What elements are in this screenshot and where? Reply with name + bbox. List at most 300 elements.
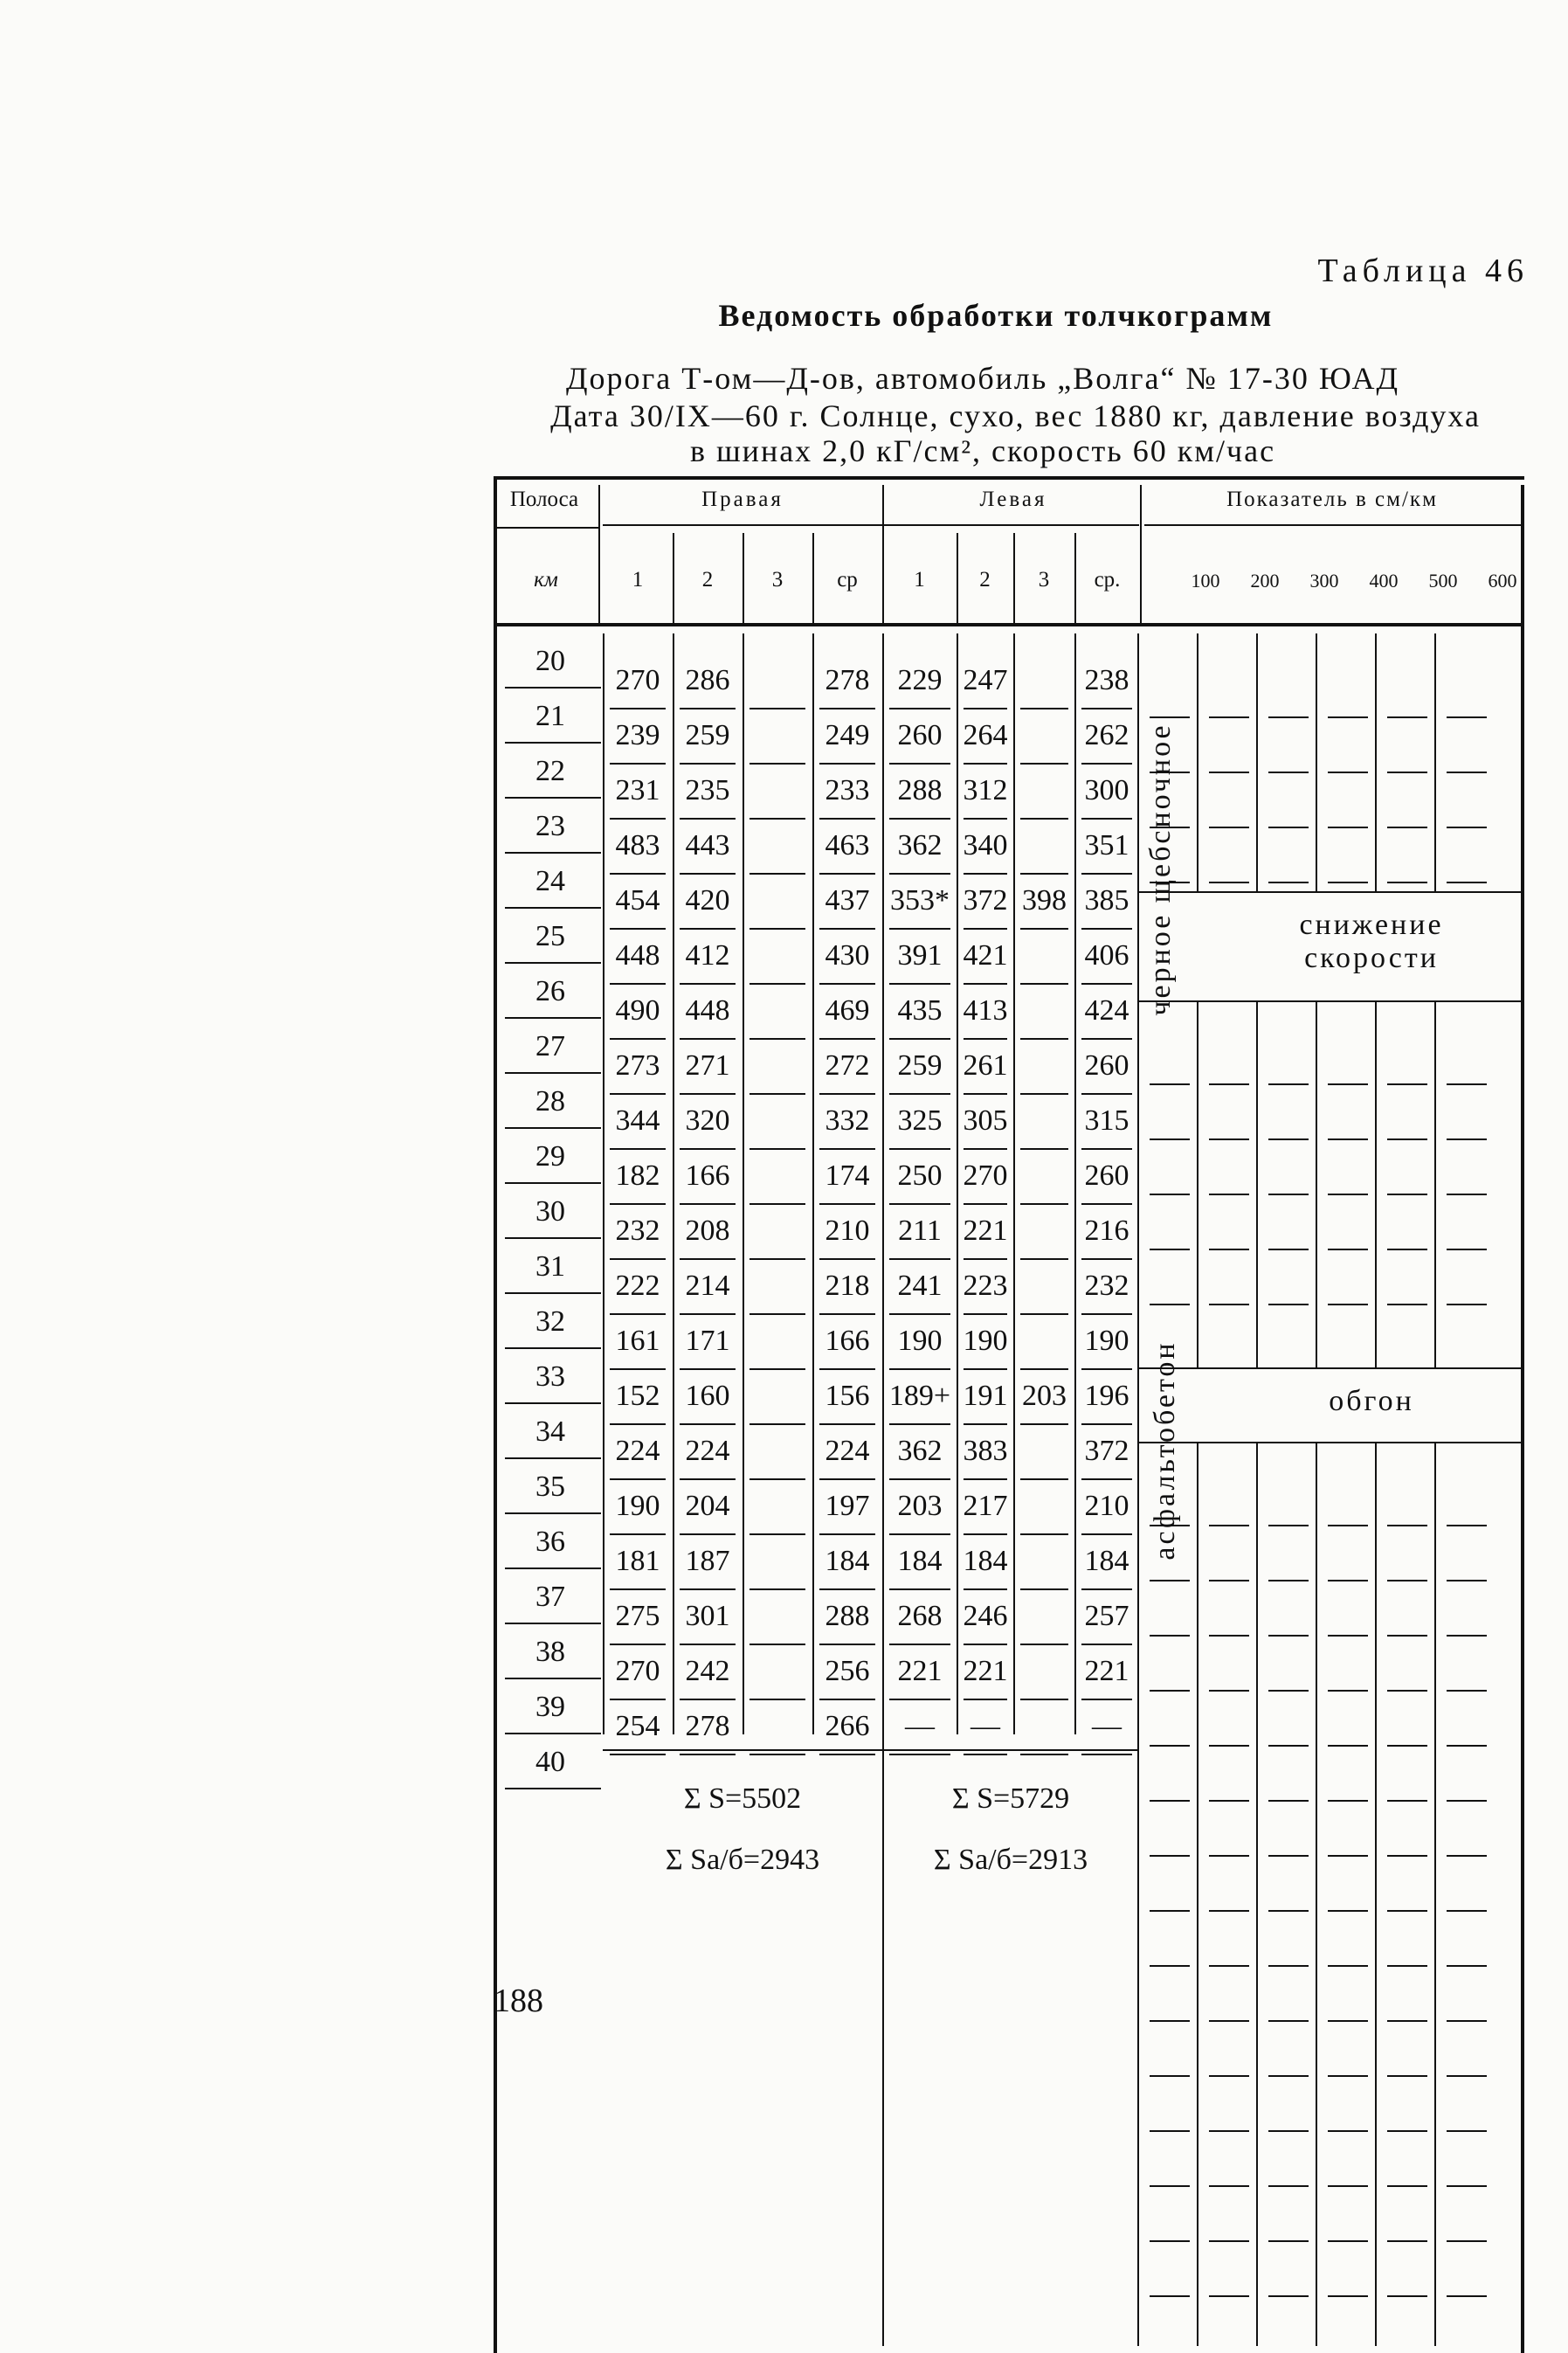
cell-rule — [889, 1203, 950, 1205]
table-cell: 288 — [825, 1600, 870, 1632]
cell-rule — [819, 1699, 875, 1700]
cell-rule — [610, 1699, 666, 1700]
indicator-grid-dash — [1150, 1965, 1190, 1967]
table-cell: 182 — [615, 1159, 660, 1192]
table-cell: 362 — [897, 829, 943, 862]
indicator-grid-dash — [1150, 1910, 1190, 1912]
indicator-grid-dash — [1447, 716, 1487, 718]
table-cell: 260 — [1084, 1159, 1129, 1192]
km-underline — [505, 907, 601, 909]
km-underline — [505, 1678, 601, 1679]
cell-rule — [1081, 1368, 1132, 1370]
indicator-grid-dash — [1328, 2295, 1368, 2297]
indicator-grid-dash — [1209, 772, 1249, 773]
cell-rule — [819, 1368, 875, 1370]
cell-rule — [749, 1313, 805, 1315]
indicator-grid-dash — [1387, 1965, 1427, 1967]
table-cell: 406 — [1084, 939, 1129, 972]
cell-rule — [964, 1203, 1007, 1205]
sum-right-total: Σ S=5502 — [683, 1782, 802, 1815]
km-underline — [505, 1512, 601, 1514]
cell-rule — [819, 1313, 875, 1315]
sum-right-asphalt: Σ Sа/б=2943 — [665, 1844, 820, 1876]
note-speed-reduction: снижение скорости — [1299, 909, 1444, 974]
indicator-grid-dash — [1328, 882, 1368, 883]
table-cell: 221 — [963, 1215, 1008, 1247]
indicator-grid-dash — [1328, 1965, 1368, 1967]
table-cell: 246 — [963, 1600, 1008, 1632]
cell-rule — [889, 983, 950, 985]
cell-rule — [819, 1644, 875, 1645]
note-box-bottom-1 — [1137, 1000, 1522, 1002]
indicator-grid-dash — [1328, 1083, 1368, 1085]
cell-rule — [749, 873, 805, 875]
indicator-grid-dash — [1268, 827, 1309, 828]
km-label: 21 — [535, 700, 565, 732]
page-number: 188 — [494, 1983, 543, 2019]
cell-rule — [749, 1533, 805, 1535]
indicator-grid-dash — [1150, 1138, 1190, 1140]
indicator-grid-dash — [1209, 1525, 1249, 1526]
indicator-grid-dash — [1447, 1525, 1487, 1526]
table-cell: 351 — [1084, 829, 1129, 862]
cell-rule — [680, 708, 736, 709]
table-cell: 260 — [897, 719, 943, 751]
cell-rule — [610, 818, 666, 820]
table-cell: 271 — [685, 1049, 730, 1082]
sums-top-rule — [603, 1749, 1137, 1751]
indicator-grid-dash — [1268, 2295, 1309, 2297]
table-cell: 278 — [685, 1710, 730, 1742]
indicator-grid-dash — [1209, 1635, 1249, 1637]
table-cell: 424 — [1084, 994, 1129, 1027]
table-cell: 315 — [1084, 1104, 1129, 1137]
table-cell: — — [1092, 1710, 1122, 1742]
indicator-grid-dash — [1150, 772, 1190, 773]
indicator-grid-dash — [1268, 1525, 1309, 1526]
cell-rule — [680, 1754, 736, 1755]
cell-rule — [1081, 818, 1132, 820]
km-label: 24 — [535, 865, 565, 897]
indicator-grid-dash — [1150, 2185, 1190, 2187]
header-right: Правая — [701, 488, 784, 511]
table-cell: 221 — [963, 1655, 1008, 1687]
cell-rule — [819, 1533, 875, 1535]
cell-rule — [680, 1533, 736, 1535]
table-cell: 191 — [963, 1380, 1008, 1412]
cell-rule — [1081, 983, 1132, 985]
table-cell: 264 — [963, 719, 1008, 751]
cell-rule — [889, 928, 950, 930]
km-underline — [505, 1127, 601, 1129]
body-sep-r23 — [743, 633, 744, 1734]
indicator-grid-dash — [1447, 1138, 1487, 1140]
km-label: 32 — [535, 1305, 565, 1338]
indicator-grid-dash — [1447, 2185, 1487, 2187]
table-cell: 152 — [615, 1380, 660, 1412]
table-cell: 483 — [615, 829, 660, 862]
cell-rule — [819, 1478, 875, 1480]
cell-rule — [680, 1148, 736, 1150]
col-left-3: 3 — [1038, 568, 1050, 592]
indicator-grid-dash — [1209, 827, 1249, 828]
header-rule-strip — [494, 527, 598, 529]
table-cell: 254 — [615, 1710, 660, 1742]
grid-v-1c — [1197, 1442, 1198, 2346]
header-sep-strip — [598, 485, 600, 623]
cell-rule — [1081, 1203, 1132, 1205]
table-number: Таблица 46 — [1317, 253, 1529, 289]
cell-rule — [749, 928, 805, 930]
grid-v-3a — [1316, 633, 1317, 891]
tick-300: 300 — [1309, 570, 1339, 592]
cell-rule — [749, 1644, 805, 1645]
indicator-grid-dash — [1268, 1249, 1309, 1250]
indicator-grid-dash — [1268, 882, 1309, 883]
table-cell: 421 — [963, 939, 1008, 972]
cell-rule — [1020, 1313, 1068, 1315]
cell-rule — [1020, 1754, 1068, 1755]
indicator-grid-dash — [1209, 2075, 1249, 2077]
indicator-grid-dash — [1150, 1525, 1190, 1526]
cell-rule — [1020, 1588, 1068, 1590]
cell-rule — [680, 1093, 736, 1095]
tick-400: 400 — [1369, 570, 1399, 592]
table-top-rule — [494, 476, 1524, 480]
cell-rule — [680, 1588, 736, 1590]
col-right-2: 2 — [701, 568, 714, 592]
cell-rule — [610, 763, 666, 765]
table-cell: 372 — [1084, 1435, 1129, 1467]
cell-rule — [964, 1093, 1007, 1095]
indicator-grid-dash — [1150, 827, 1190, 828]
cell-rule — [819, 928, 875, 930]
cell-rule — [749, 763, 805, 765]
table-cell: 156 — [825, 1380, 870, 1412]
indicator-grid-dash — [1387, 2240, 1427, 2242]
km-underline — [505, 742, 601, 744]
cell-rule — [1081, 1533, 1132, 1535]
cell-rule — [610, 873, 666, 875]
indicator-grid-dash — [1447, 1194, 1487, 1195]
cell-rule — [964, 818, 1007, 820]
indicator-grid-dash — [1268, 716, 1309, 718]
table-cell: 266 — [825, 1710, 870, 1742]
table-cell: 362 — [897, 1435, 943, 1467]
table-cell: 222 — [615, 1270, 660, 1302]
table-cell: 190 — [615, 1490, 660, 1522]
header-sep-right — [882, 485, 884, 623]
cell-rule — [680, 1478, 736, 1480]
grid-v-2a — [1256, 633, 1258, 891]
table-cell: 288 — [897, 774, 943, 806]
cell-rule — [1020, 763, 1068, 765]
table-cell: 224 — [685, 1435, 730, 1467]
indicator-grid-dash — [1447, 1855, 1487, 1857]
table-cell: 260 — [1084, 1049, 1129, 1082]
cell-rule — [680, 1644, 736, 1645]
cell-rule — [610, 1478, 666, 1480]
indicator-grid-dash — [1328, 2075, 1368, 2077]
indicator-grid-dash — [1209, 1138, 1249, 1140]
km-label: 20 — [535, 645, 565, 677]
table-cell: 286 — [685, 664, 730, 696]
table-cell: 160 — [685, 1380, 730, 1412]
cell-rule — [819, 763, 875, 765]
subtitle-line-1: Дорога Т-ом—Д-ов, автомобиль „Волга“ № 17-30 ЮАД — [565, 361, 1400, 396]
cell-rule — [1020, 1478, 1068, 1480]
cell-rule — [1020, 928, 1068, 930]
cell-rule — [680, 1699, 736, 1700]
indicator-grid-dash — [1150, 2240, 1190, 2242]
table-cell: 420 — [685, 884, 730, 917]
table-cell: 203 — [897, 1490, 943, 1522]
cell-rule — [819, 983, 875, 985]
indicator-grid-dash — [1209, 1690, 1249, 1692]
cell-rule — [680, 1368, 736, 1370]
note-box-bottom-2 — [1137, 1442, 1522, 1443]
cell-rule — [819, 818, 875, 820]
table-cell: 435 — [897, 994, 943, 1027]
indicator-grid-dash — [1150, 882, 1190, 883]
cell-rule — [889, 1644, 950, 1645]
table-cell: 437 — [825, 884, 870, 917]
table-cell: 273 — [615, 1049, 660, 1082]
indicator-grid-dash — [1387, 2295, 1427, 2297]
cell-rule — [1020, 1533, 1068, 1535]
cell-rule — [964, 873, 1007, 875]
cell-rule — [964, 1423, 1007, 1425]
cell-rule — [749, 1478, 805, 1480]
cell-rule — [680, 763, 736, 765]
indicator-grid-dash — [1209, 2020, 1249, 2022]
cell-rule — [1020, 983, 1068, 985]
indicator-grid-dash — [1328, 1745, 1368, 1747]
indicator-grid-dash — [1328, 1304, 1368, 1305]
cell-rule — [1081, 1699, 1132, 1700]
cell-rule — [680, 1313, 736, 1315]
indicator-grid-dash — [1447, 2130, 1487, 2132]
table-cell: 261 — [963, 1049, 1008, 1082]
table-cell: 391 — [897, 939, 943, 972]
table-cell: 372 — [963, 884, 1008, 917]
cell-rule — [889, 1699, 950, 1700]
table-cell: 241 — [897, 1270, 943, 1302]
indicator-grid-dash — [1387, 1304, 1427, 1305]
grid-v-4c — [1375, 1442, 1377, 2346]
table-cell: 216 — [1084, 1215, 1129, 1247]
cell-rule — [610, 1533, 666, 1535]
header-rule-right — [603, 524, 882, 526]
table-cell: 270 — [615, 1655, 660, 1687]
indicator-grid-dash — [1150, 1800, 1190, 1802]
indicator-grid-dash — [1447, 2020, 1487, 2022]
table-cell: 490 — [615, 994, 660, 1027]
km-underline — [505, 1292, 601, 1294]
cell-rule — [964, 1699, 1007, 1700]
grid-v-2b — [1256, 1000, 1258, 1367]
tick-600: 600 — [1488, 570, 1517, 592]
body-sep-left-surface — [1137, 633, 1139, 2346]
cell-rule — [964, 763, 1007, 765]
cell-rule — [1020, 818, 1068, 820]
table-cell: 278 — [825, 664, 870, 696]
cell-rule — [819, 1588, 875, 1590]
km-underline — [505, 1788, 601, 1789]
indicator-grid-dash — [1209, 2185, 1249, 2187]
indicator-grid-dash — [1268, 1635, 1309, 1637]
cell-rule — [819, 1038, 875, 1040]
table-cell: 275 — [615, 1600, 660, 1632]
indicator-grid-dash — [1209, 1745, 1249, 1747]
subtitle-line-2: Дата 30/IX—60 г. Солнце, сухо, вес 1880 кг, давление воздуха — [550, 398, 1481, 433]
table-cell: — — [905, 1710, 935, 1742]
table-cell: 383 — [963, 1435, 1008, 1467]
table-cell: 184 — [825, 1545, 870, 1577]
table-left-border — [494, 476, 497, 2353]
cell-rule — [1020, 1423, 1068, 1425]
cell-rule — [610, 1368, 666, 1370]
km-label: 31 — [535, 1250, 565, 1283]
indicator-grid-dash — [1387, 716, 1427, 718]
cell-rule — [680, 873, 736, 875]
header-sep-left — [1140, 485, 1142, 623]
cell-rule — [749, 1423, 805, 1425]
cell-rule — [889, 1423, 950, 1425]
indicator-grid-dash — [1328, 2020, 1368, 2022]
cell-rule — [889, 1093, 950, 1095]
table-cell: 224 — [825, 1435, 870, 1467]
cell-rule — [749, 1754, 805, 1755]
cell-rule — [964, 1588, 1007, 1590]
indicator-grid-dash — [1268, 1580, 1309, 1581]
indicator-grid-dash — [1150, 2130, 1190, 2132]
col-right-1: 1 — [632, 568, 644, 592]
indicator-grid-dash — [1328, 827, 1368, 828]
table-cell: 221 — [897, 1655, 943, 1687]
table-cell: 218 — [825, 1270, 870, 1302]
indicator-grid-dash — [1328, 1800, 1368, 1802]
cell-rule — [1020, 1368, 1068, 1370]
indicator-grid-dash — [1387, 882, 1427, 883]
col-left-1: 1 — [914, 568, 925, 592]
indicator-grid-dash — [1447, 1083, 1487, 1085]
table-cell: 221 — [1084, 1655, 1129, 1687]
indicator-grid-dash — [1150, 1249, 1190, 1250]
table-cell: 305 — [963, 1104, 1008, 1137]
km-underline — [505, 1072, 601, 1074]
indicator-grid-dash — [1447, 772, 1487, 773]
grid-v-5c — [1434, 1442, 1436, 2346]
cell-rule — [819, 1148, 875, 1150]
indicator-grid-dash — [1387, 1635, 1427, 1637]
km-underline — [505, 1237, 601, 1239]
indicator-grid-dash — [1328, 1249, 1368, 1250]
table-cell: 171 — [685, 1325, 730, 1357]
cell-rule — [889, 1368, 950, 1370]
cell-rule — [1020, 1038, 1068, 1040]
cell-rule — [1081, 1038, 1132, 1040]
indicator-grid-dash — [1268, 1965, 1309, 1967]
table-cell: 242 — [685, 1655, 730, 1687]
cell-rule — [1081, 1644, 1132, 1645]
table-cell: 190 — [963, 1325, 1008, 1357]
table-cell: 235 — [685, 774, 730, 806]
km-label: 40 — [535, 1746, 565, 1778]
col-left-avg: ср. — [1094, 568, 1121, 592]
indicator-grid-dash — [1328, 772, 1368, 773]
grid-v-1b — [1197, 1000, 1198, 1367]
table-cell: 210 — [1084, 1490, 1129, 1522]
cell-rule — [680, 1258, 736, 1260]
cell-rule — [889, 1258, 950, 1260]
header-bottom-rule — [494, 623, 1524, 626]
km-label: 36 — [535, 1526, 565, 1558]
header-rule-left — [884, 524, 1139, 526]
grid-v-4b — [1375, 1000, 1377, 1367]
table-cell: 203 — [1022, 1380, 1067, 1412]
table-cell: 257 — [1084, 1600, 1129, 1632]
km-underline — [505, 1402, 601, 1404]
table-cell: 190 — [1084, 1325, 1129, 1357]
table-cell: 270 — [615, 664, 660, 696]
table-cell: 247 — [963, 664, 1008, 696]
indicator-grid-dash — [1387, 2020, 1427, 2022]
cell-rule — [610, 928, 666, 930]
col-left-2: 2 — [979, 568, 991, 592]
indicator-grid-dash — [1209, 716, 1249, 718]
indicator-grid-dash — [1150, 2295, 1190, 2297]
km-underline — [505, 1733, 601, 1734]
indicator-grid-dash — [1150, 1745, 1190, 1747]
table-cell: 239 — [615, 719, 660, 751]
cell-rule — [1081, 928, 1132, 930]
cell-rule — [819, 708, 875, 709]
table-cell: 232 — [615, 1215, 660, 1247]
grid-v-1a — [1197, 633, 1198, 891]
cell-rule — [964, 1533, 1007, 1535]
indicator-grid-dash — [1328, 1690, 1368, 1692]
km-underline — [505, 797, 601, 799]
indicator-grid-dash — [1150, 2020, 1190, 2022]
indicator-grid-dash — [1447, 1580, 1487, 1581]
cell-rule — [610, 708, 666, 709]
cell-rule — [964, 1478, 1007, 1480]
cell-rule — [819, 873, 875, 875]
indicator-grid-dash — [1447, 827, 1487, 828]
cell-rule — [889, 1588, 950, 1590]
header-sep-r23 — [743, 533, 744, 623]
table-cell: 196 — [1084, 1380, 1129, 1412]
km-label: 23 — [535, 810, 565, 842]
indicator-grid-dash — [1447, 882, 1487, 883]
table-cell: 398 — [1022, 884, 1067, 917]
grid-v-4a — [1375, 633, 1377, 891]
table-cell: 448 — [685, 994, 730, 1027]
cell-rule — [1081, 1423, 1132, 1425]
header-km: км — [534, 568, 558, 592]
cell-rule — [889, 818, 950, 820]
cell-rule — [749, 1258, 805, 1260]
cell-rule — [889, 1754, 950, 1755]
cell-rule — [1020, 708, 1068, 709]
indicator-grid-dash — [1328, 1138, 1368, 1140]
indicator-grid-dash — [1209, 1580, 1249, 1581]
cell-rule — [1081, 1313, 1132, 1315]
table-cell: 229 — [897, 664, 943, 696]
indicator-grid-dash — [1150, 1690, 1190, 1692]
cell-rule — [819, 1203, 875, 1205]
